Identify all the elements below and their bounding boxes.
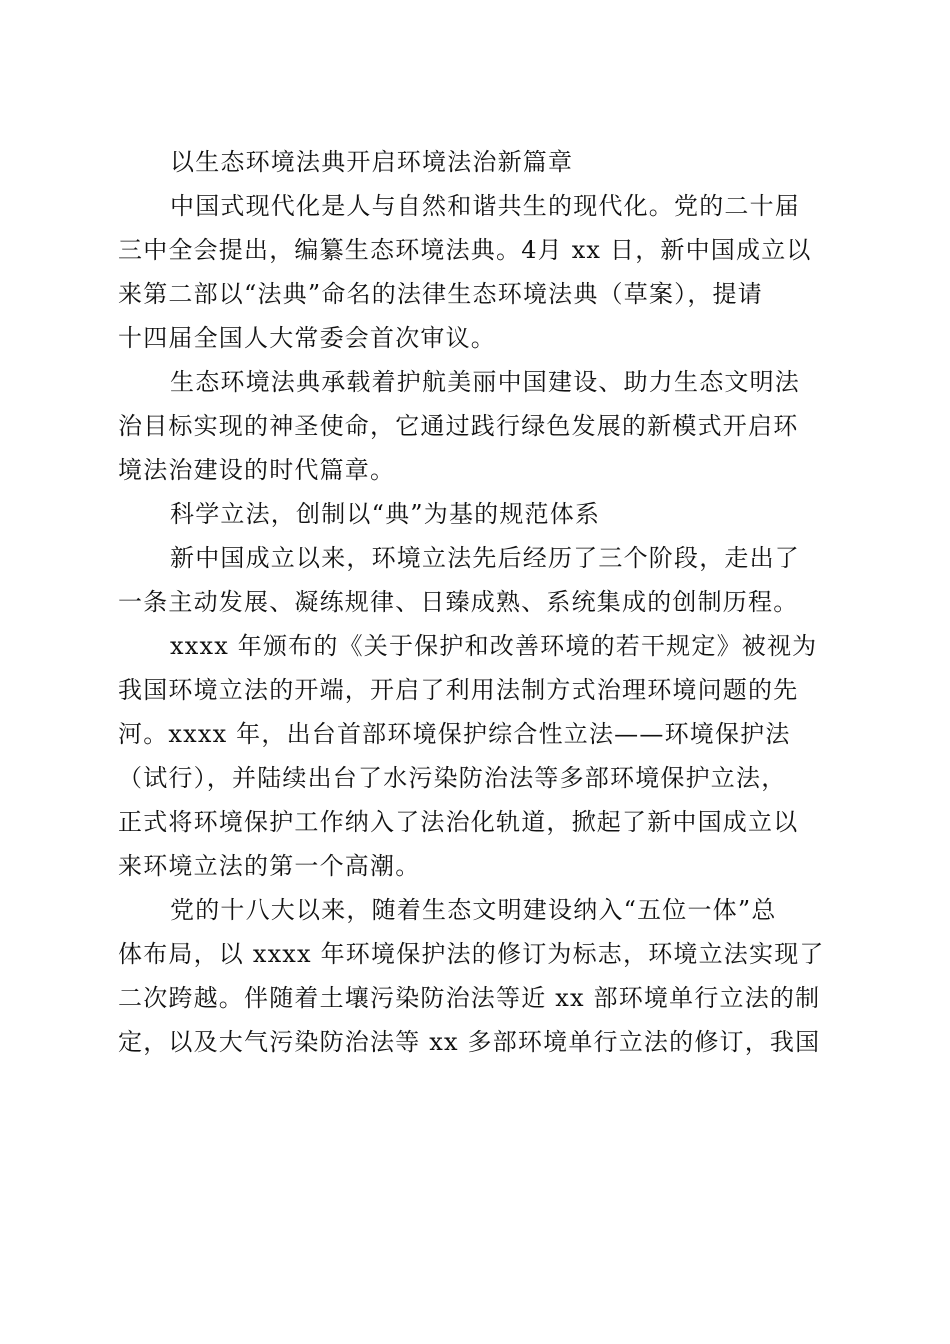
document-body: [118, 140, 833, 1064]
paragraph-line: 来第二部以“法典”命名的法律生态环境法典（草案），提请: [118, 280, 763, 308]
paragraph-line: 一条主动发展、凝练规律、日臻成熟、系统集成的创制历程。: [118, 588, 799, 616]
document-title: [118, 140, 833, 184]
paragraph-line: （试行），并陆续出台了水污染防治法等多部环境保护立法，: [118, 764, 787, 792]
paragraph-line: 来环境立法的第一个高潮。: [118, 852, 421, 880]
section-heading: [118, 492, 833, 536]
paragraph-line: 我国环境立法的开端，开启了利用法制方式治理环境问题的先: [118, 676, 799, 704]
paragraph-line: 三中全会提出，编纂生态环境法典。4月 xx 日，新中国成立以: [118, 236, 812, 264]
title-text: 以生态环境法典开启环境法治新篇章: [170, 148, 574, 176]
paragraph-line: 正式将环境保护工作纳入了法治化轨道，掀起了新中国成立以: [118, 808, 799, 836]
paragraph-1: [118, 184, 833, 360]
paragraph-line: 十四届全国人大常委会首次审议。: [118, 324, 496, 352]
paragraph-line: 二次跨越。伴随着土壤污染防治法等近 xx 部环境单行立法的制: [118, 984, 821, 1012]
paragraph-line: 生态环境法典承载着护航美丽中国建设、助力生态文明法: [170, 368, 800, 396]
paragraph-line: 治目标实现的神圣使命，它通过践行绿色发展的新模式开启环: [118, 412, 799, 440]
paragraph-line: 体布局，以 xxxx 年环境保护法的修订为标志，环境立法实现了: [118, 940, 825, 968]
paragraph-3: [118, 536, 833, 624]
paragraph-line: 河。xxxx 年，出台首部环境保护综合性立法——环境保护法: [118, 720, 791, 748]
section-heading-text: 科学立法，创制以“典”为基的规范体系: [170, 500, 601, 528]
paragraph-2: [118, 360, 833, 492]
paragraph-line: xxxx 年颁布的《关于保护和改善环境的若干规定》被视为: [170, 632, 818, 660]
paragraph-line: 新中国成立以来，环境立法先后经历了三个阶段，走出了: [170, 544, 800, 572]
paragraph-line: 定，以及大气污染防治法等 xx 多部环境单行立法的修订，我国: [118, 1028, 821, 1056]
paragraph-line: 中国式现代化是人与自然和谐共生的现代化。党的二十届: [170, 192, 800, 220]
paragraph-4: [118, 624, 833, 888]
paragraph-line: 党的十八大以来，随着生态文明建设纳入“五位一体”总: [170, 896, 777, 924]
paragraph-line: 境法治建设的时代篇章。: [118, 456, 396, 484]
paragraph-5: [118, 888, 833, 1064]
